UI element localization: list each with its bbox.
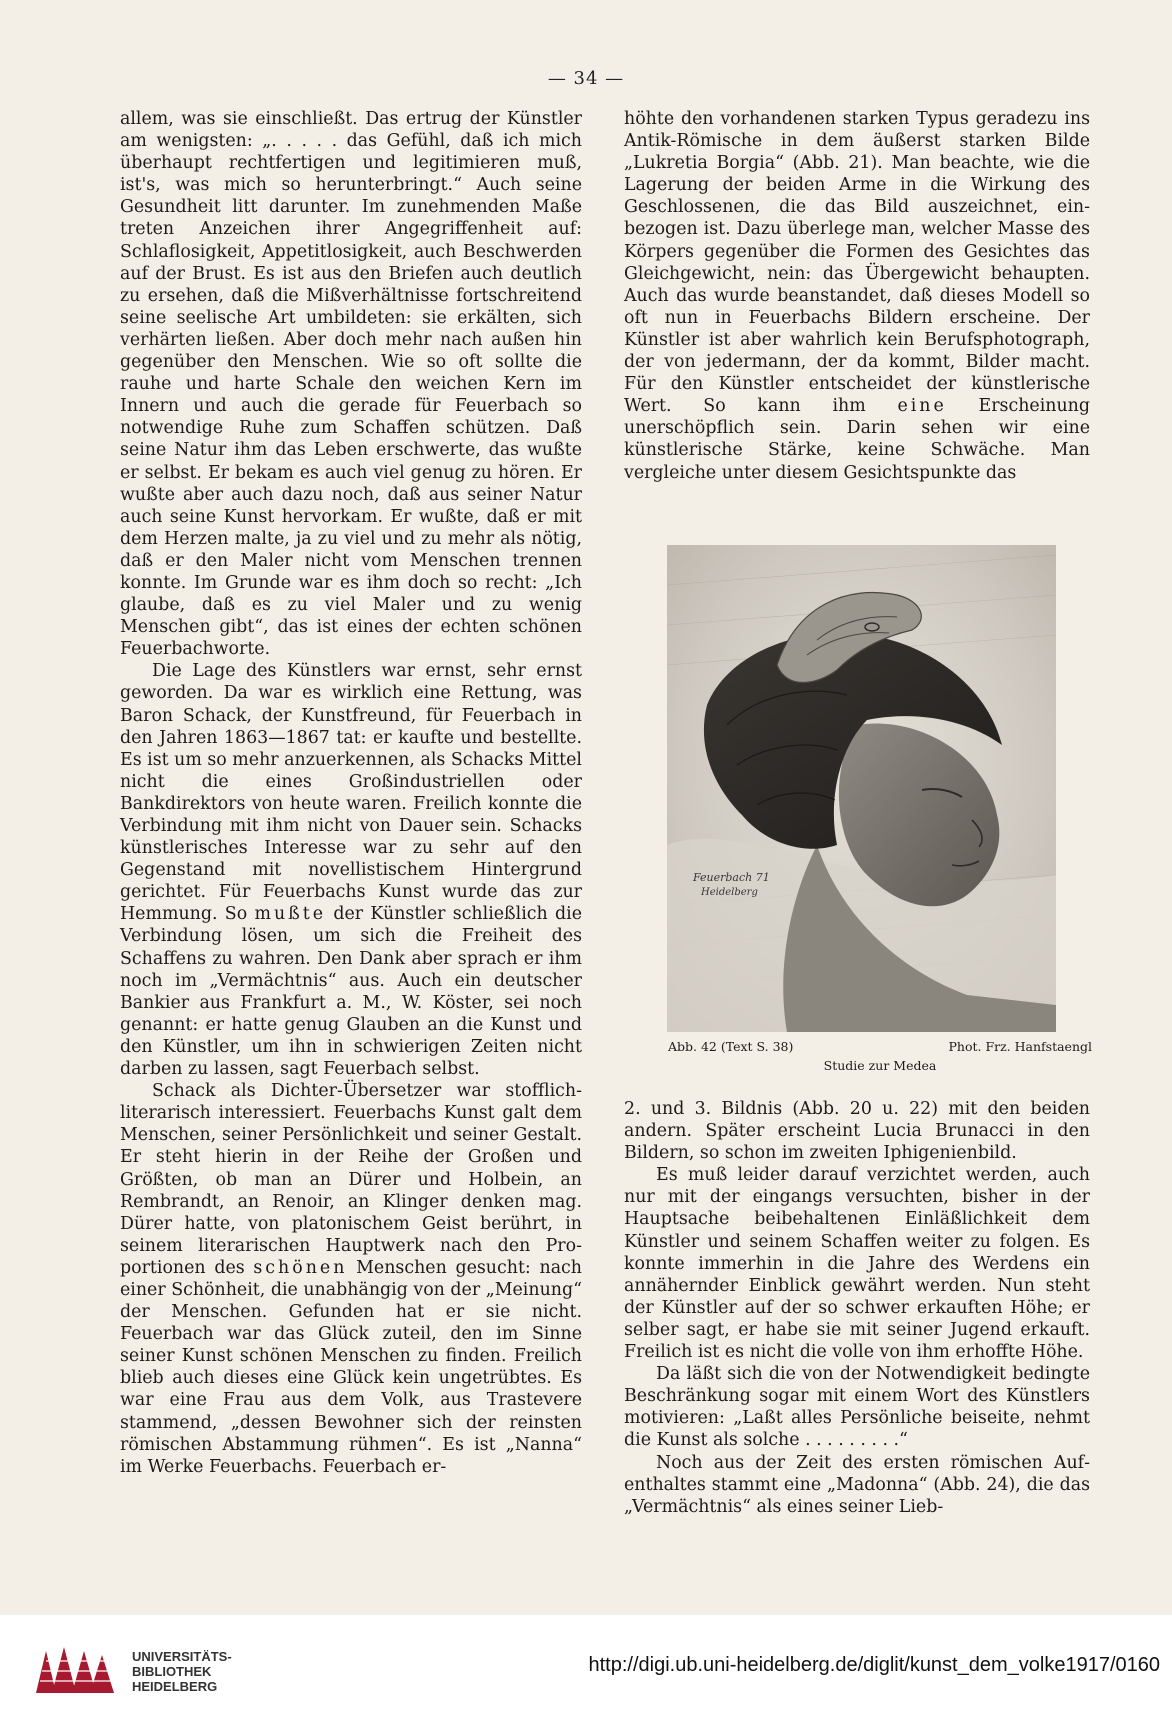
- right-paragraph-3: Es muß leider darauf verzichtet werden, auch nur mit der eingangs versuchten, bisher in der Hauptsache beibehaltenen Einläßlichkeit dem Künstler und seinem Schaffen weiter zu folgen. Es konnte immerhin in die Jahre des Werdens ein annähernder Einblick gewährt werden. Nun steht der Künstler auf der so schwer erkauften Höhe; er selber sagt, er habe sie mit seiner Jugend erkauft. Freilich ist es nicht die volle von ihm erhoffte Höhe.: [624, 1165, 1090, 1363]
- figure-photo-credit: Phot. Frz. Hanfstaengl: [948, 1039, 1092, 1054]
- emphasis-eine: eine: [897, 396, 947, 417]
- left-paragraph-1: allem, was sie einschließt. Das ertrug der Künstler am wenigsten: „. . . . . das Gefühl, daß ich mich überhaupt rechtfertigen und legitimieren muß, ist's, was mich so herunterbringt.“ Auch seine Gesundheit litt darunter. Im zunehmenden Maße treten Anzeichen ihrer Angegriffenheit auf: Schlaflosigkeit, Appetitlosigkeit, auch Beschwerden auf der Brust. Es ist aus den Briefen auch deutlich zu ersehen, daß die Mißverhältnisse fortschreitend seine seelische Art umbildeten: sie erkälten, sich verhärten ließen. Aber doch mehr nach außen hin gegenüber den Menschen. Wie so oft sollte die rauhe und harte Schale den weichen Kern im Innern und auch die gerade für Feuerbach so notwendige Ruhe zum Schaffen schützen. Daß seine Natur ihm das Leben erschwerte, das wußte er selbst. Er bekam es auch viel genug zu hören. Er wußte aber auch dazu noch, daß aus seiner Natur auch seine Kunst hervorkam. Er wußte, daß er mit dem Herzen malte, ja zu viel und zu mehr als nötig, daß er den Maler nicht vom Menschen trennen konnte. Im Grunde war es ihm doch so recht: „Ich glaube, daß es zu viel Maler und zu wenig Menschen gibt“, das ist eines der echten schönen Feuerbachworte.: [120, 109, 582, 660]
- artist-signature-line1: Feuerbach 71: [693, 871, 770, 884]
- left-paragraph-2-text: Die Lage des Künstlers war ernst, sehr ernst geworden. Da war es wirklich eine Rettung, was Baron Schack, der Kunstfreund, für Feuerbach in den Jahren 1863—1867 tat: er kaufte und bestellte. Es ist um so mehr anzuerkennen, als Schacks Mittel nicht die eines Großindustriellen oder Bankdirektors von heute waren. Freilich konnte die Verbindung mit ihm nicht von Dauer sein. Schacks künstlerisches Interesse war zu sehr auf den Gegenstand mit novellistischem Hintergrund gerichtet. Für Feuerbachs Kunst wurde das zur Hemmung. So: [120, 661, 582, 925]
- right-paragraph-4: Da läßt sich die von der Notwendigkeit bedingte Beschränkung sogar mit einem Wort des Künstlers motivieren: „Laßt alles Persönliche beiseite, nehmt die Kunst als solche . . . . . . . . .“: [624, 1364, 1090, 1451]
- left-paragraph-2: [120, 660, 582, 1080]
- institution-name-line3: HEIDELBERG: [132, 1679, 218, 1694]
- left-paragraph-3: [120, 1080, 582, 1478]
- right-paragraph-5: Noch aus der Zeit des ersten römischen Aufenthaltes stammt eine „Madonna“ (Abb. 24), die das „Vermächtnis“ als eines seiner Lieb-: [624, 1452, 1090, 1517]
- right-paragraph-2: 2. und 3. Bildnis (Abb. 20 u. 22) mit den beiden andern. Später erscheint Lucia Brunacci in den Bildern, so schon im zweiten Iphigenienbild.: [624, 1099, 1090, 1164]
- footer-bar: [0, 1615, 1172, 1721]
- right-paragraph-1-text: höhte den vorhandenen starken Typus geradezu ins Antik-Römische in dem äußerst starken Bilde „Lukretia Borgia“ (Abb. 21). Man beachte, wie die Lagerung der beiden Arme in die Wirkung des Geschlossenen, die das Bild auszeichnet, einbezogen ist. Dazu überlege man, welcher Masse des Körpers gegenüber die Formen des Gesichtes das Gleichgewicht, nein: das Übergewicht behaupten. Auch das wurde beanstandet, daß dieses Modell so oft nun in Feuerbachs Bildern erscheine. Der Künstler ist aber wahrlich kein Berufsphotograph, der von jedermann, der da kommt, Bilder macht. Für den Künstler entscheidet der künstlerische Wert. So kann ihm: [624, 109, 1090, 417]
- artist-signature-line2: Heidelberg: [701, 887, 758, 898]
- page-number: — 34 —: [547, 68, 625, 89]
- right-paragraph-1-continued: Erscheinung unerschöpflich sein. Darin sehen wir eine künstlerische Stärke, keine Schwäche. Man vergleiche unter diesem Gesichtspunkte das: [624, 396, 1091, 483]
- left-paragraph-3-continued: Menschen gesucht: nach einer Schönheit, die unabhängig von der „Meinung“ der Menschen. Gefunden hat er sie nicht. Feuerbach war das Glück zuteil, den im Sinne seiner Kunst schönen Menschen zu finden. Freilich blieb auch dieses eine Glück kein ungetrübtes. Es war eine Frau aus dem Volk, aus Trastevere stammend, „dessen Bewohner sich der reinsten römischen Abstammung rühmen“. Es ist „Nanna“ im Werke Feuerbachs. Feuerbach er-: [120, 1257, 582, 1477]
- institution-name-line2: BIBLIOTHEK: [132, 1664, 212, 1679]
- left-paragraph-2-continued: der Künstler schließlich die Verbindung lösen, um sich die Freiheit des Schaffens zu wahren. Den Dank aber sprach er ihm noch im „Vermächtnis“ aus. Auch ein deutscher Bankier aus Frankfurt a. M., W. Köster, sei noch genannt: er hatte genug Glauben an die Kunst und den Künstler, um ihn in schwierigen Zeiten nicht darben zu lassen, sagt Feuerbach selbst.: [120, 904, 582, 1080]
- emphasis-schoenen: schönen: [253, 1257, 348, 1278]
- left-paragraph-3-text: Schack als Dichter-Übersetzer war stofflich-literarisch interessiert. Feuerbachs Kunst galt dem Menschen, seiner Persönlichkeit und seiner Gestalt. Er steht hierin in der Reihe der Großen und Größten, ob man an Dürer und Holbein, an Rembrandt, an Renoir, an Klinger denken mag. Dürer hatte, von platonischem Geist berührt, in seinem literarischen Hauptwerk nach den Proportionen des: [120, 1081, 582, 1278]
- university-seal-icon: [28, 1641, 123, 1701]
- figure-caption-reference: Abb. 42 (Text S. 38): [668, 1039, 794, 1054]
- emphasis-musste: mußte: [254, 904, 327, 925]
- right-text-column-bottom: [624, 1098, 1090, 1518]
- right-paragraph-1: [624, 108, 1090, 484]
- figure-title: Studie zur Medea: [823, 1058, 937, 1073]
- left-text-column: [120, 108, 582, 1478]
- medea-sketch-illustration: [667, 545, 1056, 1032]
- right-text-column-top: [624, 108, 1090, 484]
- institution-name[interactable]: [132, 1649, 232, 1694]
- institution-name-line1: UNIVERSITÄTS-: [132, 1649, 232, 1664]
- figure-medea-study: [667, 545, 1056, 1032]
- source-url-link[interactable]: http://digi.ub.uni-heidelberg.de/diglit/kunst_dem_volke1917/0160: [588, 1654, 1160, 1676]
